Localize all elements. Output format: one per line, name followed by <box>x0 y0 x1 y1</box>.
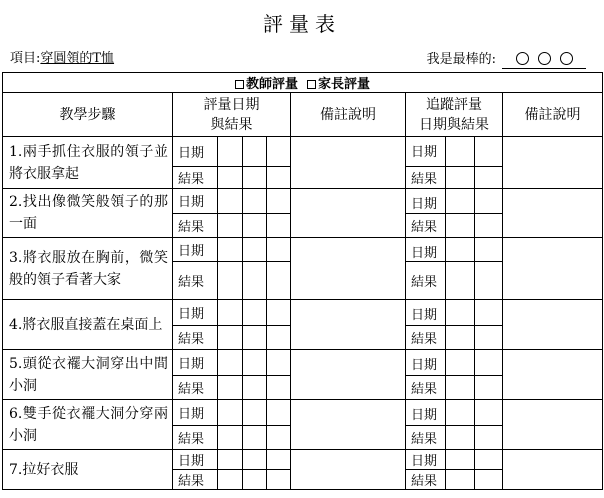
follow-result-cell[interactable] <box>446 213 475 238</box>
follow-result-cell[interactable] <box>446 426 475 450</box>
follow-date-cell[interactable] <box>475 238 503 262</box>
date-label: 日期 <box>173 238 218 262</box>
header-notes: 備註說明 <box>291 93 406 137</box>
date-cell[interactable] <box>218 450 243 470</box>
date-label: 日期 <box>173 189 218 214</box>
page-title: 評量表 <box>263 12 341 36</box>
date-label: 日期 <box>173 400 218 426</box>
follow-date-label: 日期 <box>406 400 446 426</box>
date-cell[interactable] <box>267 189 291 214</box>
result-label: 結果 <box>173 376 218 400</box>
follow-date-cell[interactable] <box>475 400 503 426</box>
follow-date-cell[interactable] <box>475 350 503 376</box>
evaluator-banner <box>3 73 603 93</box>
follow-notes-cell[interactable] <box>503 137 603 189</box>
follow-result-label: 結果 <box>406 470 446 490</box>
follow-result-cell[interactable] <box>475 167 503 189</box>
parent-eval-label: 家長評量 <box>318 77 371 92</box>
result-cell[interactable] <box>267 426 291 450</box>
follow-date-cell[interactable] <box>475 300 503 326</box>
result-cell[interactable] <box>243 262 267 300</box>
project-line <box>10 50 114 68</box>
follow-date-cell[interactable] <box>446 189 475 214</box>
follow-result-cell[interactable] <box>446 326 475 350</box>
date-label: 日期 <box>173 137 218 167</box>
step-6: 6.雙手從衣襬大洞分穿兩小洞 <box>3 400 173 450</box>
follow-notes-cell[interactable] <box>503 238 603 300</box>
date-cell[interactable] <box>267 238 291 262</box>
rating-circle-icon[interactable] <box>516 52 529 65</box>
follow-result-label: 結果 <box>406 376 446 400</box>
notes-cell[interactable] <box>291 189 406 238</box>
result-cell[interactable] <box>243 167 267 189</box>
follow-result-label: 結果 <box>406 326 446 350</box>
follow-notes-cell[interactable] <box>503 300 603 350</box>
result-cell[interactable] <box>243 470 267 490</box>
follow-result-cell[interactable] <box>475 326 503 350</box>
result-cell[interactable] <box>267 262 291 300</box>
header-follow-line1: 追蹤評量 <box>426 96 482 113</box>
follow-notes-cell[interactable] <box>503 450 603 490</box>
result-label: 結果 <box>173 470 218 490</box>
date-cell[interactable] <box>267 300 291 326</box>
date-cell[interactable] <box>267 350 291 376</box>
step-2: 2.找出像微笑般領子的那一面 <box>3 189 173 238</box>
follow-date-label: 日期 <box>406 300 446 326</box>
header-notes-2: 備註說明 <box>503 93 603 137</box>
follow-result-cell[interactable] <box>475 376 503 400</box>
date-cell[interactable] <box>243 400 267 426</box>
follow-date-cell[interactable] <box>475 137 503 167</box>
date-cell[interactable] <box>243 350 267 376</box>
rating-circles <box>502 50 586 69</box>
follow-result-cell[interactable] <box>475 262 503 300</box>
step-5: 5.頭從衣襬大洞穿出中間小洞 <box>3 350 173 400</box>
follow-date-label: 日期 <box>406 189 446 214</box>
date-cell[interactable] <box>243 238 267 262</box>
result-cell[interactable] <box>267 167 291 189</box>
date-label: 日期 <box>173 350 218 376</box>
follow-date-label: 日期 <box>406 137 446 167</box>
date-cell[interactable] <box>267 400 291 426</box>
rating-circle-icon[interactable] <box>538 52 551 65</box>
header-follow-line2: 日期與結果 <box>419 116 489 133</box>
follow-date-label: 日期 <box>406 450 446 470</box>
follow-result-cell[interactable] <box>475 213 503 238</box>
follow-date-cell[interactable] <box>446 350 475 376</box>
follow-result-cell[interactable] <box>446 167 475 189</box>
follow-notes-cell[interactable] <box>503 400 603 450</box>
result-cell[interactable] <box>243 376 267 400</box>
follow-result-cell[interactable] <box>475 470 503 490</box>
result-cell[interactable] <box>243 426 267 450</box>
step-7: 7.拉好衣服 <box>3 450 173 490</box>
date-cell[interactable] <box>243 137 267 167</box>
step-4: 4.將衣服直接蓋在桌面上 <box>3 300 173 350</box>
date-cell[interactable] <box>218 300 243 326</box>
follow-result-label: 結果 <box>406 213 446 238</box>
result-label: 結果 <box>173 262 218 300</box>
step-3: 3.將衣服放在胸前，微笑般的領子看著大家 <box>3 238 173 300</box>
notes-cell[interactable] <box>291 300 406 350</box>
date-cell[interactable] <box>218 238 243 262</box>
follow-result-label: 結果 <box>406 167 446 189</box>
result-label: 結果 <box>173 426 218 450</box>
step-1: 1.兩手抓住衣服的領子並將衣服拿起 <box>3 137 173 189</box>
notes-cell[interactable] <box>291 137 406 189</box>
follow-date-cell[interactable] <box>446 400 475 426</box>
follow-result-cell[interactable] <box>475 426 503 450</box>
date-label: 日期 <box>173 300 218 326</box>
result-cell[interactable] <box>267 470 291 490</box>
header-steps: 教學步驟 <box>3 93 173 137</box>
result-cell[interactable] <box>218 213 243 238</box>
result-cell[interactable] <box>267 326 291 350</box>
date-cell[interactable] <box>218 189 243 214</box>
result-cell[interactable] <box>267 376 291 400</box>
date-cell[interactable] <box>243 450 267 470</box>
follow-date-label: 日期 <box>406 238 446 262</box>
date-cell[interactable] <box>243 300 267 326</box>
result-label: 結果 <box>173 213 218 238</box>
teacher-checkbox[interactable] <box>235 80 244 89</box>
rating-circle-icon[interactable] <box>560 52 573 65</box>
result-label: 結果 <box>173 326 218 350</box>
result-cell[interactable] <box>243 326 267 350</box>
follow-date-cell[interactable] <box>475 450 503 470</box>
header-eval-line2: 與結果 <box>210 116 253 133</box>
result-cell[interactable] <box>267 213 291 238</box>
date-cell[interactable] <box>267 137 291 167</box>
result-cell[interactable] <box>218 262 243 300</box>
follow-result-label: 結果 <box>406 262 446 300</box>
follow-result-cell[interactable] <box>446 376 475 400</box>
self-rating-label: 我是最棒的: <box>426 51 496 67</box>
teacher-eval-label: 教師評量 <box>245 77 298 92</box>
date-cell[interactable] <box>267 450 291 470</box>
follow-date-cell[interactable] <box>446 137 475 167</box>
result-cell[interactable] <box>218 470 243 490</box>
date-cell[interactable] <box>218 400 243 426</box>
header-eval <box>173 93 291 137</box>
result-cell[interactable] <box>218 376 243 400</box>
notes-cell[interactable] <box>291 238 406 300</box>
date-cell[interactable] <box>218 350 243 376</box>
result-label: 結果 <box>173 167 218 189</box>
self-rating <box>427 50 586 69</box>
notes-cell[interactable] <box>291 350 406 400</box>
result-cell[interactable] <box>218 326 243 350</box>
notes-cell[interactable] <box>291 450 406 490</box>
project-value: 穿圓領的T恤 <box>40 51 115 66</box>
follow-notes-cell[interactable] <box>503 189 603 238</box>
follow-date-label: 日期 <box>406 350 446 376</box>
follow-date-cell[interactable] <box>446 300 475 326</box>
follow-notes-cell[interactable] <box>503 350 603 400</box>
evaluation-table <box>2 72 603 490</box>
date-cell[interactable] <box>218 137 243 167</box>
result-cell[interactable] <box>218 167 243 189</box>
follow-date-cell[interactable] <box>475 189 503 214</box>
date-label: 日期 <box>173 450 218 470</box>
parent-checkbox[interactable] <box>307 80 316 89</box>
follow-result-cell[interactable] <box>446 262 475 300</box>
follow-date-cell[interactable] <box>446 450 475 470</box>
follow-date-cell[interactable] <box>446 238 475 262</box>
follow-result-cell[interactable] <box>446 470 475 490</box>
result-cell[interactable] <box>218 426 243 450</box>
result-cell[interactable] <box>243 213 267 238</box>
follow-result-label: 結果 <box>406 426 446 450</box>
date-cell[interactable] <box>243 189 267 214</box>
header-follow <box>406 93 503 137</box>
header-eval-line1: 評量日期 <box>203 96 260 113</box>
notes-cell[interactable] <box>291 400 406 450</box>
project-label: 項目: <box>10 51 41 66</box>
